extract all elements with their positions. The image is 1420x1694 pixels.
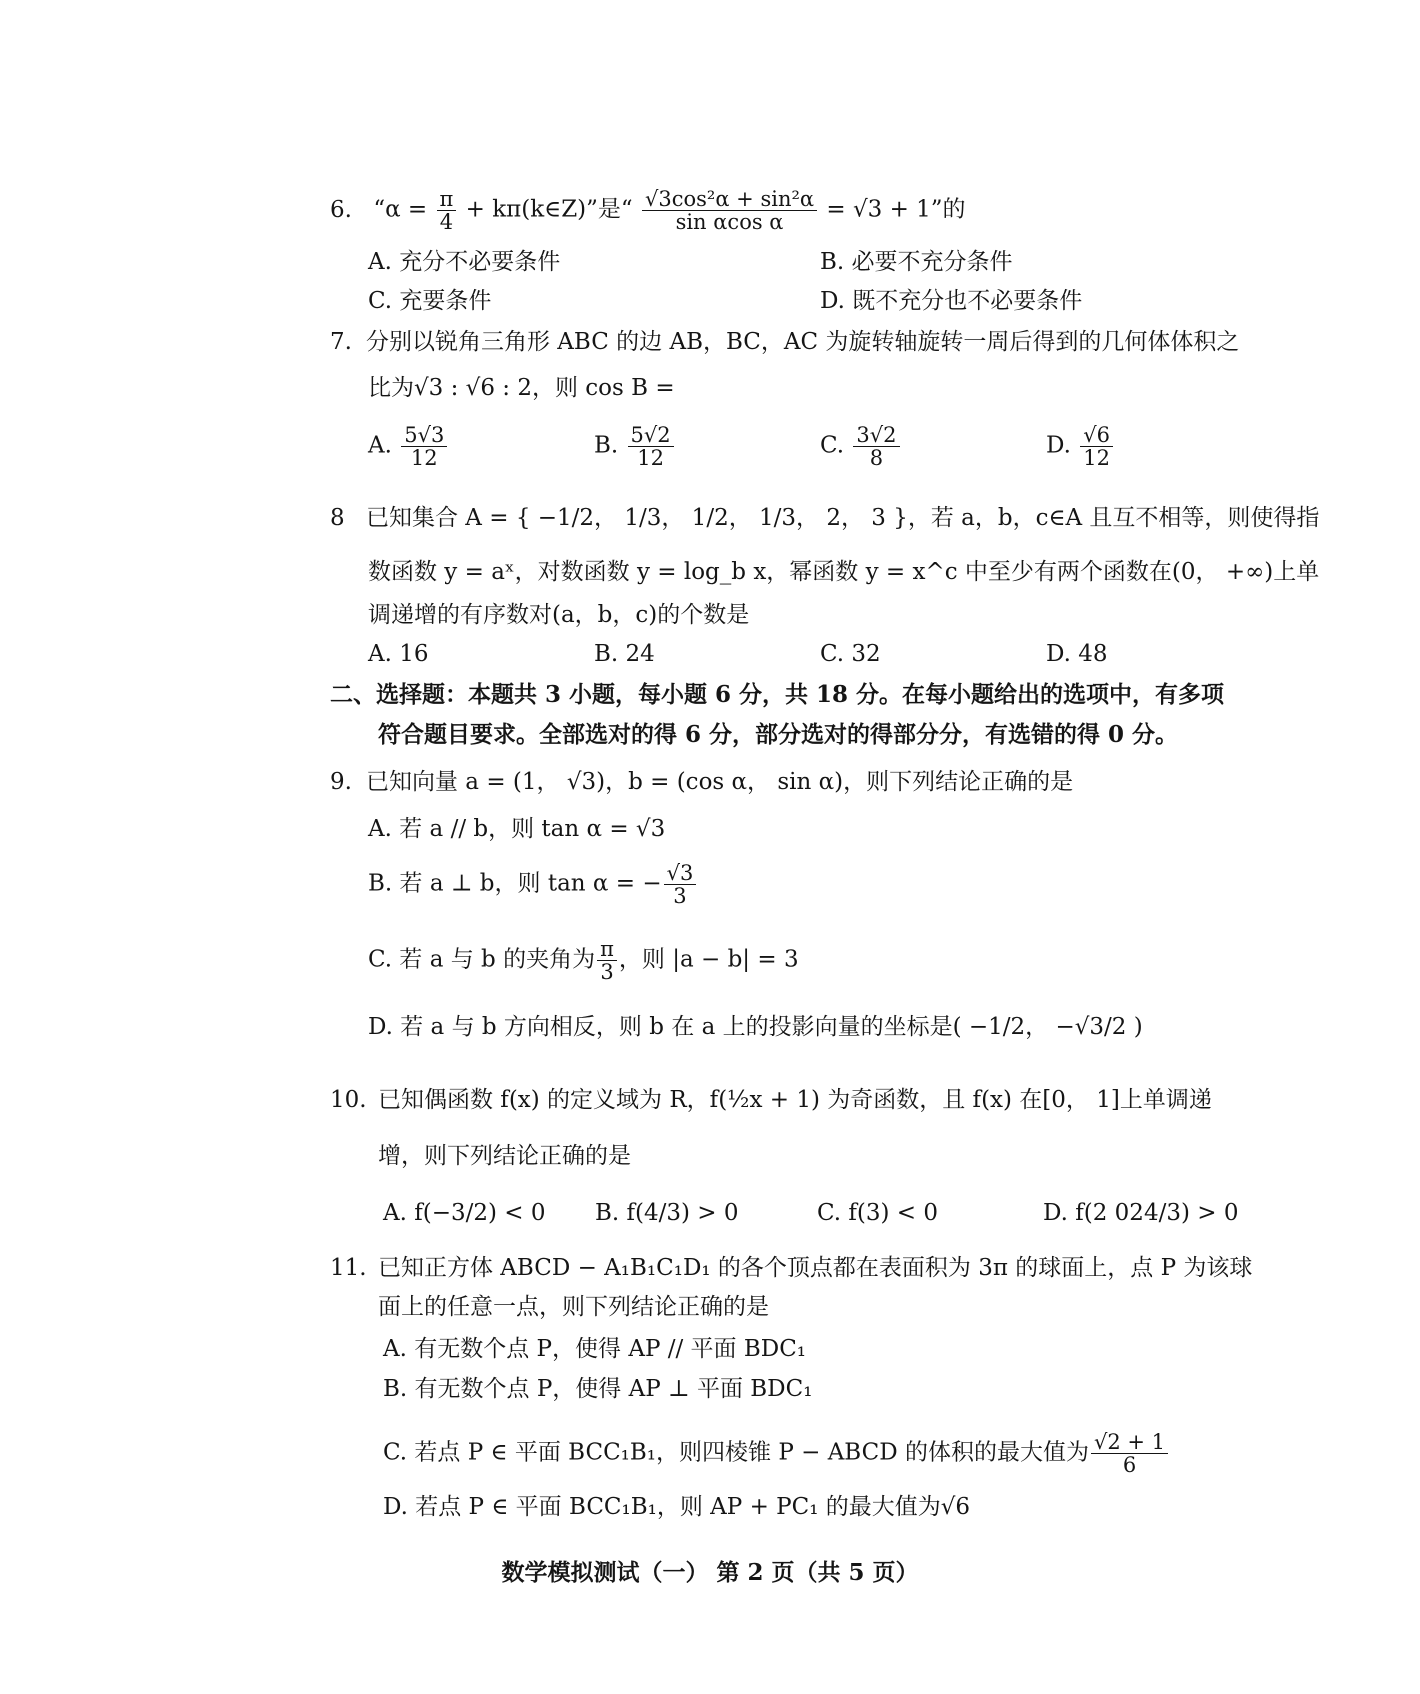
- q10-number: 10.: [330, 1087, 367, 1113]
- q10-line1: 10. 已知偶函数 f(x) 的定义域为 R，f(½x + 1) 为奇函数，且 f(x) 在[0， 1]上单调递: [330, 1087, 1212, 1113]
- q10-option-b: B. f(4/3) > 0: [595, 1200, 739, 1226]
- q7-line2: 比为√3 : √6 : 2，则 cos B =: [368, 375, 675, 401]
- q6-stem-prefix: “α =: [373, 196, 428, 223]
- q8-option-d: D. 48: [1046, 641, 1108, 667]
- q6-option-d: D. 既不充分也不必要条件: [820, 288, 1083, 314]
- q11-option-b: B. 有无数个点 P，使得 AP ⊥ 平面 BDC₁: [383, 1376, 813, 1402]
- q7-options: [368, 424, 1268, 484]
- q6-frac-pi4: $\frac{\pi}{4}$: [437, 188, 457, 233]
- q9-option-b: B. 若 a ⊥ b，则 tan α = − $\frac{√3}{3}$: [368, 862, 698, 907]
- q9-stem: 9. 已知向量 a = (1， √3)，b = (cos α， sin α)，则下列结论正确的是: [330, 769, 1074, 795]
- q8-line2: 数函数 y = aˣ，对数函数 y = log_b x，幂函数 y = x^c 中至少有两个函数在(0， +∞)上单: [368, 559, 1320, 585]
- q11-option-c: C. 若点 P ∈ 平面 BCC₁B₁，则四棱锥 P − ABCD 的体积的最大值为 $\frac{√2 + 1}{6}$: [383, 1431, 1170, 1476]
- section2-heading-line2: 符合题目要求。全部选对的得 6 分，部分选对的得部分分，有选错的得 0 分。: [378, 721, 1179, 748]
- q7-line1: 7. 分别以锐角三角形 ABC 的边 AB，BC，AC 为旋转轴旋转一周后得到的几何体体积之: [330, 329, 1240, 355]
- q10-option-a: A. f(−3/2) < 0: [383, 1200, 546, 1226]
- q11-option-d: D. 若点 P ∈ 平面 BCC₁B₁，则 AP + PC₁ 的最大值为√6: [383, 1494, 971, 1520]
- q7-number: 7.: [330, 329, 352, 355]
- q8-line1: 8 已知集合 A = { −1/2， 1/3， 1/2， 1/3， 2， 3 }，若 a，b，c∈A 且互不相等，则使得指: [330, 505, 1320, 531]
- q11-option-a: A. 有无数个点 P，使得 AP // 平面 BDC₁: [383, 1336, 807, 1362]
- section2-heading-line1: 二、选择题：本题共 3 小题，每小题 6 分，共 18 分。在每小题给出的选项中，有多项: [330, 681, 1225, 708]
- q6-number: 6.: [330, 196, 352, 223]
- q8-line3: 调递增的有序数对(a，b，c)的个数是: [368, 602, 750, 628]
- q10-option-d: D. f(2 024/3) > 0: [1043, 1200, 1239, 1226]
- page-footer: 数学模拟测试（一） 第 2 页（共 5 页）: [501, 1559, 919, 1586]
- q6-stem-suffix: = √3 + 1”的: [826, 196, 966, 223]
- q7-option-b: B. $\frac{5√2}{12}$: [594, 424, 676, 469]
- q6-option-a: A. 充分不必要条件: [368, 249, 561, 275]
- q11-line1: 11. 已知正方体 ABCD − A₁B₁C₁D₁ 的各个顶点都在表面积为 3π 的球面上，点 P 为该球: [330, 1255, 1253, 1281]
- q6-option-b: B. 必要不充分条件: [820, 249, 1013, 275]
- q8-option-c: C. 32: [820, 641, 881, 667]
- q7-option-d: D. $\frac{√6}{12}$: [1046, 424, 1115, 469]
- q7-option-a: A. $\frac{5√3}{12}$: [368, 424, 449, 469]
- q6-stem: [330, 188, 966, 233]
- q6-option-c: C. 充要条件: [368, 288, 492, 314]
- q10-option-c: C. f(3) < 0: [817, 1200, 939, 1226]
- q8-option-a: A. 16: [368, 641, 429, 667]
- q9-option-c: C. 若 a 与 b 的夹角为 $\frac{\pi}{3}$ ，则 |a − b| = 3: [368, 937, 799, 985]
- q9-number: 9.: [330, 769, 352, 795]
- q9-option-d: D. 若 a 与 b 方向相反，则 b 在 a 上的投影向量的坐标是( −1/2， −√3/2 ): [368, 1014, 1143, 1040]
- q10-line2: 增，则下列结论正确的是: [378, 1143, 631, 1169]
- q6-frac-trig: $\frac{\text{√3cos²α + sin²α}}{\text{sin αcos α}}$: [642, 188, 817, 233]
- q8-option-b: B. 24: [594, 641, 655, 667]
- q8-number: 8: [330, 505, 345, 531]
- q6-stem-mid: + kπ(k∈Z)”是“: [465, 196, 633, 223]
- q9-option-a: A. 若 a // b，则 tan α = √3: [368, 816, 666, 842]
- q7-option-c: C. $\frac{3√2}{8}$: [820, 424, 902, 469]
- q11-line2: 面上的任意一点，则下列结论正确的是: [378, 1294, 769, 1320]
- q11-number: 11.: [330, 1255, 367, 1281]
